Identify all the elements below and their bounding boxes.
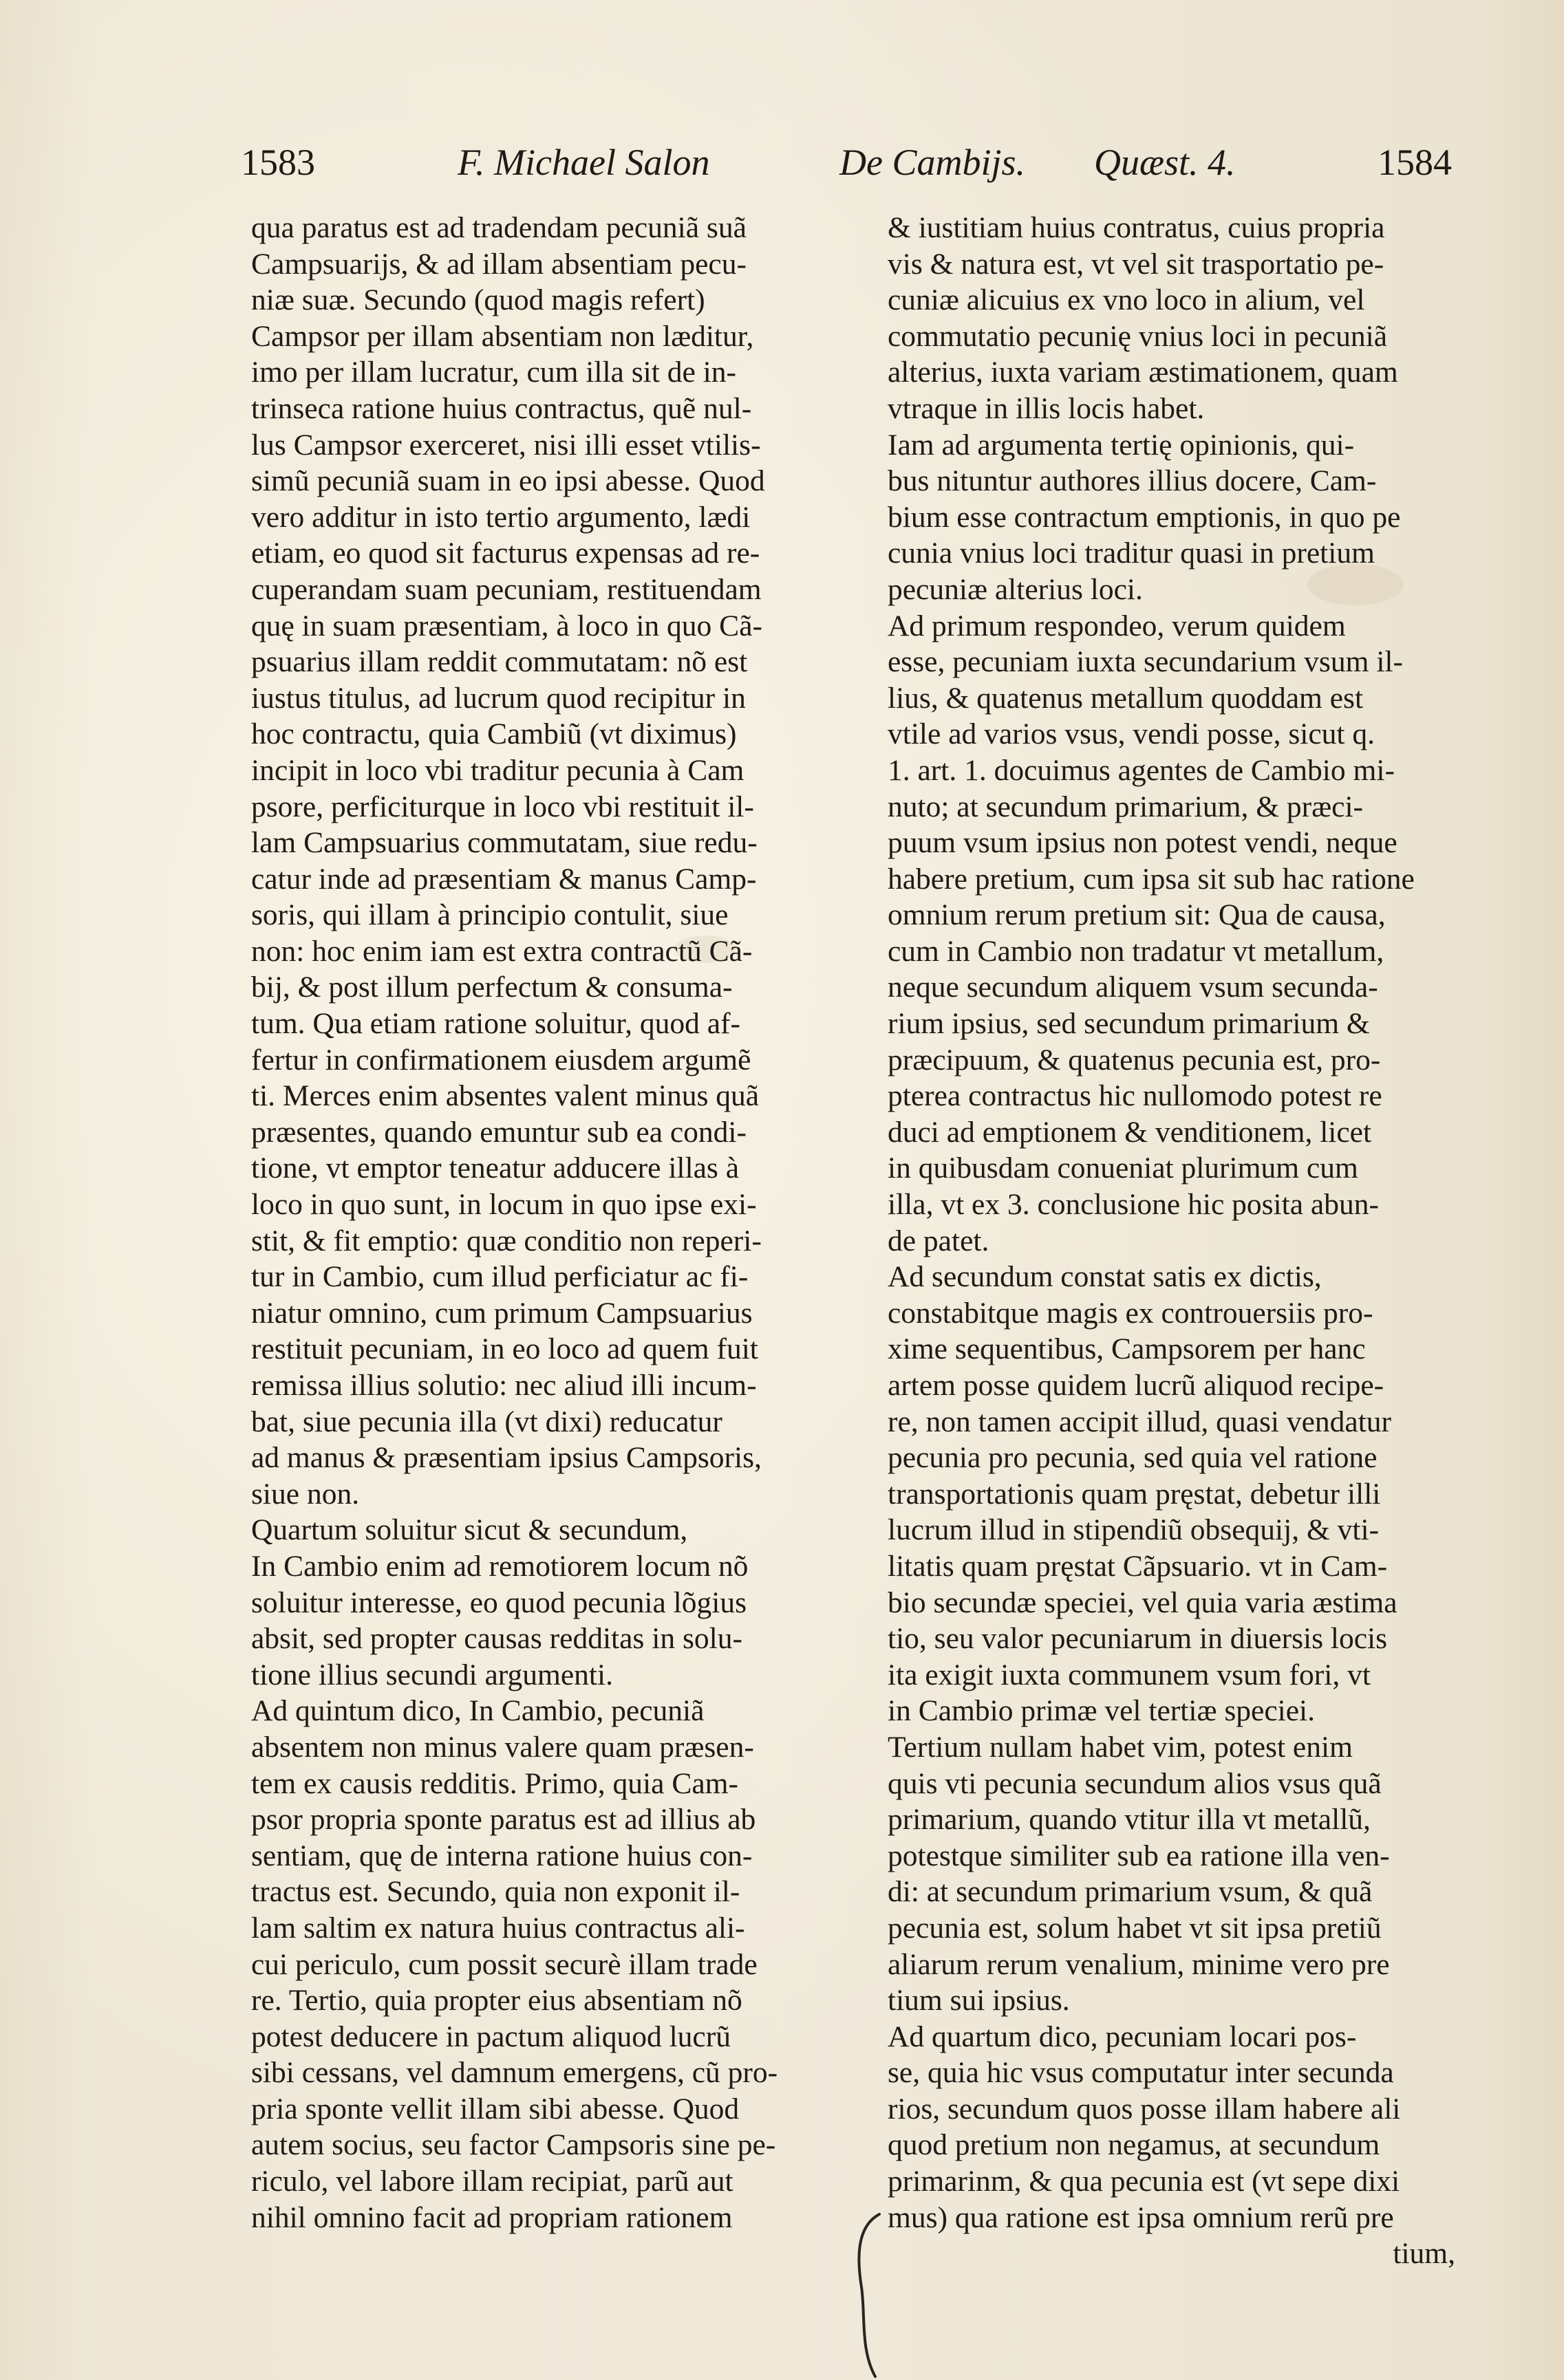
text-line: re. Tertio, quia propter eius absentiam nõ (251, 1984, 742, 2017)
margin-bracket-mark (846, 2211, 895, 2380)
text-line: etiam, eo quod sit facturus expensas ad re- (251, 537, 760, 570)
text-line: tum. Qua etiam ratione soluitur, quod af- (251, 1007, 740, 1041)
text-line: transportationis quam pręstat, debetur illi (888, 1477, 1381, 1511)
text-line: tur in Cambio, cum illud perficiatur ac fi- (251, 1260, 749, 1294)
text-line: primarinm, & qua pecunia est (vt sepe dixi (888, 2165, 1400, 2198)
text-line: pterea contractus hic nullomodo potest re (888, 1079, 1382, 1113)
text-line: tione, vt emptor teneatur adducere illas à (251, 1151, 739, 1185)
text-line: cum in Cambio non tradatur vt metallum, (888, 934, 1384, 968)
text-line: In Cambio enim ad remotiorem locum nõ (251, 1549, 749, 1583)
text-line: cuniæ alicuius ex vno loco in alium, vel (888, 283, 1365, 317)
text-line: qua paratus est ad tradendam pecuniã suã (251, 211, 747, 244)
text-line: cuperandam suam pecuniam, restituendam (251, 572, 762, 606)
text-line: vtraque in illis locis habet. (888, 391, 1205, 425)
text-line: illa, vt ex 3. conclusione hic posita abun- (888, 1188, 1379, 1222)
text-line: ad manus & præsentiam ipsius Campsoris, (251, 1441, 762, 1475)
text-line: Ad quartum dico, pecuniam locari pos- (888, 2020, 1357, 2053)
text-line: vero additur in isto tertio argumento, lædi (251, 500, 751, 534)
text-line: quod pretium non negamus, at secundum (888, 2128, 1380, 2162)
text-line: alterius, iuxta variam æstimationem, quam (888, 356, 1398, 389)
text-line: bat, siue pecunia illa (vt dixi) reducatur (251, 1405, 722, 1438)
text-line: lus Campsor exerceret, nisi illi esset vtilis- (251, 428, 761, 462)
text-line: habere pretium, cum ipsa sit sub hac ratione (888, 862, 1415, 896)
page-number-left: 1583 (241, 142, 315, 183)
text-line: puum vsum ipsius non potest vendi, neque (888, 826, 1397, 860)
right-text-column (888, 210, 1455, 2272)
text-line: bij, & post illum perfectum & consuma- (251, 971, 733, 1004)
text-line: primarium, quando vtitur illa vt metallũ, (888, 1803, 1371, 1837)
text-line: xime sequentibus, Campsorem per hanc (888, 1332, 1366, 1366)
text-line: iustus titulus, ad lucrum quod recipitur in (251, 681, 746, 715)
running-header (241, 141, 1452, 189)
text-line: lucrum illud in stipendiũ obsequij, & vti- (888, 1513, 1380, 1547)
text-line: Campsor per illam absentiam non læditur, (251, 319, 754, 353)
text-line: duci ad emptionem & venditionem, licet (888, 1115, 1372, 1149)
text-line: sibi cessans, vel damnum emergens, cũ pro- (251, 2056, 778, 2090)
text-line: tium sui ipsius. (888, 1984, 1070, 2017)
text-line: in quibusdam conueniat plurimum cum (888, 1151, 1358, 1185)
text-line: psore, perficiturque in loco vbi restituit il- (251, 790, 754, 823)
text-line: re, non tamen accipit illud, quasi vendatur (888, 1405, 1392, 1438)
text-line: soris, qui illam à principio contulit, siue (251, 898, 729, 932)
text-line: hoc contractu, quia Cambiũ (vt diximus) (251, 717, 737, 751)
text-line: esse, pecuniam iuxta secundarium vsum il- (888, 645, 1403, 679)
text-line: 1. art. 1. docuimus agentes de Cambio mi- (888, 753, 1395, 787)
text-line: absentem non minus valere quam præsen- (251, 1730, 754, 1764)
text-line: pria sponte vellit illam sibi abesse. Quod (251, 2092, 740, 2125)
text-line: stit, & fit emptio: quæ conditio non reperi- (251, 1224, 762, 1257)
text-line: præcipuum, & quatenus pecunia est, pro- (888, 1043, 1381, 1077)
text-line: Quartum soluitur sicut & secundum, (251, 1513, 688, 1547)
text-line: lius, & quatenus metallum quoddam est (888, 681, 1364, 715)
text-line: aliarum rerum venalium, minime vero pre (888, 1947, 1390, 1981)
text-line: de patet. (888, 1224, 989, 1257)
text-line: psuarius illam reddit commutatam: nõ est (251, 645, 748, 679)
text-line: præsentes, quando emuntur sub ea condi- (251, 1115, 747, 1149)
text-line: in Cambio primæ vel tertiæ speciei. (888, 1694, 1315, 1728)
text-line: omnium rerum pretium sit: Qua de causa, (888, 898, 1386, 932)
text-line: psor propria sponte paratus est ad illius ab (251, 1803, 756, 1837)
text-line: Campsuarijs, & ad illam absentiam pecu- (251, 247, 747, 281)
text-line: vtile ad varios vsus, vendi posse, sicut q. (888, 717, 1375, 751)
text-line: bus nituntur authores illius docere, Cam- (888, 464, 1377, 498)
text-line: soluitur interesse, eo quod pecunia lõgius (251, 1586, 747, 1619)
text-line: restituit pecuniam, in eo loco ad quem fuit (251, 1332, 758, 1366)
text-line: fertur in confirmationem eiusdem argumẽ (251, 1043, 751, 1077)
text-line: bio secundæ speciei, vel quia varia æstima (888, 1586, 1397, 1619)
text-line: catur inde ad præsentiam & manus Camp- (251, 862, 757, 896)
text-line: ti. Merces enim absentes valent minus quã (251, 1079, 760, 1113)
text-line: tio, seu valor pecuniarum in diuersis locis (888, 1622, 1388, 1656)
text-line: Iam ad argumenta tertię opinionis, qui- (888, 428, 1355, 462)
text-line: & iustitiam huius contratus, cuius propria (888, 211, 1385, 244)
catchword: tium, (1393, 2237, 1455, 2271)
text-line: lam Campsuarius commutatam, siue redu- (251, 826, 758, 860)
text-line: loco in quo sunt, in locum in quo ipse exi- (251, 1188, 757, 1222)
text-line: pecuniæ alterius loci. (888, 572, 1143, 606)
text-line: quę in suam præsentiam, à loco in quo Cã- (251, 609, 762, 642)
text-line: incipit in loco vbi traditur pecunia à Cam (251, 753, 744, 787)
text-line: tione illius secundi argumenti. (251, 1658, 613, 1691)
text-line: niatur omnino, cum primum Campsuarius (251, 1296, 753, 1330)
text-line: vis & natura est, vt vel sit trasportatio pe- (888, 247, 1384, 281)
text-line: pecunia est, solum habet vt sit ipsa pretiũ (888, 1911, 1382, 1945)
text-line: se, quia hic vsus computatur inter secunda (888, 2056, 1394, 2090)
running-head-author: F. Michael Salon (458, 142, 710, 183)
text-line: Tertium nullam habet vim, potest enim (888, 1730, 1353, 1764)
text-line: siue non. (251, 1477, 360, 1511)
text-line: constabitque magis ex controuersiis pro- (888, 1296, 1373, 1330)
text-line: Ad primum respondeo, verum quidem (888, 609, 1346, 642)
text-line: Ad secundum constat satis ex dictis, (888, 1260, 1322, 1294)
text-line: artem posse quidem lucrũ aliquod recipe- (888, 1369, 1384, 1402)
text-line: neque secundum aliquem vsum secunda- (888, 971, 1378, 1004)
text-line: lam saltim ex natura huius contractus ali- (251, 1911, 745, 1945)
text-line: Ad quintum dico, In Cambio, pecuniã (251, 1694, 705, 1728)
running-head-quaestio: Quæst. 4. (1094, 142, 1236, 183)
running-head-title: De Cambijs. (839, 142, 1025, 183)
text-line: pecunia pro pecunia, sed quia vel ratione (888, 1441, 1378, 1475)
text-line: absit, sed propter causas redditas in solu- (251, 1622, 742, 1656)
left-text-column (251, 210, 822, 2236)
text-line: trinseca ratione huius contractus, quẽ nul- (251, 391, 752, 425)
text-line: cui periculo, cum possit securè illam trade (251, 1947, 758, 1981)
text-line: quis vti pecunia secundum alios vsus quã (888, 1766, 1382, 1800)
text-line: commutatio pecunię vnius loci in pecuniã (888, 319, 1388, 353)
text-line: bium esse contractum emptionis, in quo pe (888, 500, 1401, 534)
text-line: nihil omnino facit ad propriam rationem (251, 2200, 733, 2234)
text-line: cunia vnius loci traditur quasi in pretium (888, 537, 1375, 570)
text-line: non: hoc enim iam est extra contractũ Cã- (251, 934, 753, 968)
text-line: potestque similiter sub ea ratione illa ven- (888, 1839, 1390, 1872)
text-line: nuto; at secundum primarium, & præci- (888, 790, 1364, 823)
text-line: riculo, vel labore illam recipiat, parũ aut (251, 2165, 733, 2198)
text-line: niæ suæ. Secundo (quod magis refert) (251, 283, 705, 317)
page-number-right: 1584 (1378, 142, 1452, 183)
text-line: simũ pecuniã suam in eo ipsi abesse. Quod (251, 464, 765, 498)
text-line: di: at secundum primarium vsum, & quã (888, 1875, 1373, 1909)
text-line: tem ex causis redditis. Primo, quia Cam- (251, 1766, 738, 1800)
text-line: rium ipsius, sed secundum primarium & (888, 1007, 1370, 1041)
text-line: remissa illius solutio: nec aliud illi incum- (251, 1369, 757, 1402)
text-line: rios, secundum quos posse illam habere ali (888, 2092, 1401, 2125)
text-line: ita exigit iuxta communem vsum fori, vt (888, 1658, 1371, 1691)
text-line: tractus est. Secundo, quia non exponit il- (251, 1875, 740, 1909)
text-line: sentiam, quę de interna ratione huius con- (251, 1839, 753, 1872)
text-line: mus) qua ratione est ipsa omnium rerũ pre (888, 2200, 1394, 2234)
text-line: litatis quam pręstat Cãpsuario. vt in Cam- (888, 1549, 1388, 1583)
text-line: potest deducere in pactum aliquod lucrũ (251, 2020, 731, 2053)
text-line: imo per illam lucratur, cum illa sit de in- (251, 356, 736, 389)
text-line: autem socius, seu factor Campsoris sine pe- (251, 2128, 776, 2162)
